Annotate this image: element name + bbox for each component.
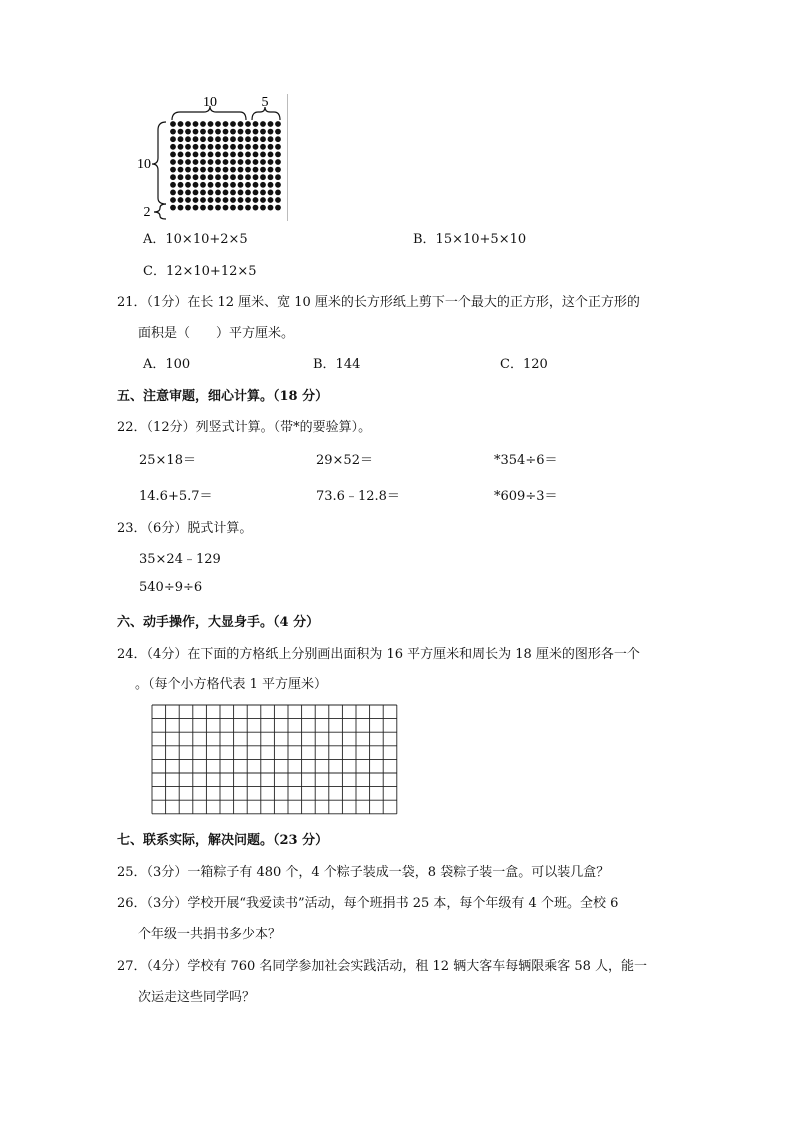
- brace-side-top: [152, 122, 166, 204]
- dot: [170, 159, 176, 165]
- dot: [245, 182, 251, 188]
- grid-lines: [152, 705, 397, 814]
- q21-option-a: A．100: [143, 357, 191, 372]
- dot: [260, 190, 266, 196]
- dot: [253, 129, 259, 135]
- dot: [253, 182, 259, 188]
- dot: [238, 152, 244, 158]
- dot: [223, 205, 229, 211]
- dot: [260, 121, 266, 127]
- dot: [200, 174, 206, 180]
- q26-stem-line1: 26．（3分）学校开展“我爱读书”活动，每个班捐书 25 本，每个年级有 4 个班。全校 6: [117, 896, 619, 911]
- dot: [238, 159, 244, 165]
- dot: [193, 144, 199, 150]
- section7-title: 七、联系实际，解决问题。（23 分）: [117, 833, 329, 848]
- section6-title: 六、动手操作，大显身手。（4 分）: [117, 615, 320, 630]
- dot: [193, 205, 199, 211]
- dot: [185, 182, 191, 188]
- figure-label-side-bottom: 2: [143, 205, 151, 220]
- dot: [275, 129, 281, 135]
- dot: [200, 182, 206, 188]
- dot: [170, 174, 176, 180]
- dot-grid: [170, 121, 281, 210]
- dot: [238, 144, 244, 150]
- q25-stem: 25．（3分）一箱粽子有 480 个，4 个粽子装成一袋，8 袋粽子装一盒。可以装几盒？: [117, 865, 610, 880]
- q24-stem-line2: 。（每个小方格代表 1 平方厘米）: [135, 677, 328, 692]
- dot: [193, 129, 199, 135]
- dot: [185, 190, 191, 196]
- dot: [268, 174, 274, 180]
- dot: [245, 167, 251, 173]
- dot: [245, 129, 251, 135]
- dot: [275, 121, 281, 127]
- dot: [230, 182, 236, 188]
- dot: [200, 144, 206, 150]
- dot: [215, 182, 221, 188]
- figure-label-side-top: 10: [137, 157, 151, 172]
- dot: [245, 174, 251, 180]
- figure-label-top-left: 10: [203, 95, 217, 110]
- dot: [238, 136, 244, 142]
- dot: [215, 205, 221, 211]
- q27-stem-line2: 次运走这些同学吗？: [138, 990, 256, 1005]
- dot: [208, 174, 214, 180]
- dot: [215, 197, 221, 203]
- dot: [185, 205, 191, 211]
- dot: [208, 190, 214, 196]
- dot: [253, 136, 259, 142]
- q22-item-4: 14.6+5.7＝: [139, 489, 213, 504]
- dot: [275, 205, 281, 211]
- dot: [185, 174, 191, 180]
- q27-stem-line1: 27．（4分）学校有 760 名同学参加社会实践活动，租 12 辆大客车每辆限乘客 58 人，能一: [117, 959, 648, 974]
- dot: [275, 144, 281, 150]
- dot: [275, 182, 281, 188]
- dot: [253, 205, 259, 211]
- dot: [275, 174, 281, 180]
- q22-stem: 22．（12分）列竖式计算。（带*的要验算）。: [117, 420, 372, 435]
- dot: [223, 159, 229, 165]
- dot: [230, 144, 236, 150]
- dot: [268, 144, 274, 150]
- dot: [230, 174, 236, 180]
- dot: [268, 121, 274, 127]
- dot: [178, 197, 184, 203]
- dot: [223, 197, 229, 203]
- dot: [200, 205, 206, 211]
- dot: [238, 182, 244, 188]
- section5-title: 五、注意审题，细心计算。（18 分）: [117, 389, 329, 404]
- dot: [260, 129, 266, 135]
- dot: [268, 182, 274, 188]
- dot: [238, 167, 244, 173]
- dot: [208, 182, 214, 188]
- dot: [223, 182, 229, 188]
- dot: [253, 144, 259, 150]
- q21-stem-line1: 21．（1分）在长 12 厘米、宽 10 厘米的长方形纸上剪下一个最大的正方形，这个正方形的: [117, 295, 640, 310]
- dot: [230, 197, 236, 203]
- dot: [215, 144, 221, 150]
- dot: [193, 182, 199, 188]
- dot: [253, 159, 259, 165]
- dot: [253, 197, 259, 203]
- dot: [230, 136, 236, 142]
- dot: [170, 129, 176, 135]
- dot: [260, 136, 266, 142]
- dot: [185, 129, 191, 135]
- dot: [170, 182, 176, 188]
- dot: [208, 152, 214, 158]
- dot: [253, 174, 259, 180]
- dot: [200, 159, 206, 165]
- dot: [200, 167, 206, 173]
- dot: [208, 129, 214, 135]
- dot: [170, 167, 176, 173]
- dot: [178, 121, 184, 127]
- dot: [185, 159, 191, 165]
- dot: [230, 121, 236, 127]
- q22-item-2: 29×52＝: [316, 453, 373, 468]
- dot: [215, 190, 221, 196]
- dot: [238, 121, 244, 127]
- dot: [223, 129, 229, 135]
- dot: [230, 190, 236, 196]
- dot: [170, 144, 176, 150]
- dot: [268, 190, 274, 196]
- dot: [178, 182, 184, 188]
- dot: [238, 190, 244, 196]
- dot: [245, 197, 251, 203]
- dot: [223, 121, 229, 127]
- dot: [170, 190, 176, 196]
- dot: [245, 205, 251, 211]
- dot: [275, 136, 281, 142]
- q22-item-5: 73.6﹣12.8＝: [316, 489, 400, 504]
- dot: [185, 197, 191, 203]
- dot: [208, 136, 214, 142]
- dot: [245, 121, 251, 127]
- dot: [223, 174, 229, 180]
- dot: [208, 159, 214, 165]
- dot: [215, 136, 221, 142]
- dot: [275, 152, 281, 158]
- dot: [185, 144, 191, 150]
- dot: [200, 121, 206, 127]
- q21-option-c: C．120: [500, 357, 548, 372]
- brace-side-bottom: [154, 204, 166, 219]
- dot: [200, 190, 206, 196]
- dot: [178, 190, 184, 196]
- q22-item-6: *609÷3＝: [494, 489, 558, 504]
- dot: [215, 174, 221, 180]
- dot: [268, 152, 274, 158]
- dot: [170, 152, 176, 158]
- dot: [245, 190, 251, 196]
- dot: [223, 190, 229, 196]
- dot: [268, 205, 274, 211]
- dot: [178, 129, 184, 135]
- dot: [200, 129, 206, 135]
- q26-stem-line2: 个年级一共捐书多少本？: [138, 927, 282, 942]
- q24-stem-line1: 24．（4分）在下面的方格纸上分别画出面积为 16 平方厘米和周长为 18 厘米的图形各一个: [117, 647, 640, 662]
- dot: [268, 167, 274, 173]
- dot: [178, 152, 184, 158]
- q20-option-c: C．12×10+12×5: [143, 264, 257, 279]
- dot: [275, 159, 281, 165]
- q22-item-1: 25×18＝: [139, 453, 196, 468]
- dot: [275, 190, 281, 196]
- dot: [245, 159, 251, 165]
- figure-label-top-right: 5: [261, 95, 269, 110]
- dot: [170, 136, 176, 142]
- dot: [193, 152, 199, 158]
- dot: [178, 159, 184, 165]
- dot: [230, 205, 236, 211]
- dot: [253, 152, 259, 158]
- dot: [185, 121, 191, 127]
- q21-option-b: B．144: [313, 357, 361, 372]
- dot: [223, 152, 229, 158]
- dot: [238, 197, 244, 203]
- dot: [238, 174, 244, 180]
- square-grid-paper: [151, 704, 401, 816]
- dot: [193, 197, 199, 203]
- dot: [208, 167, 214, 173]
- dot: [253, 121, 259, 127]
- dot: [260, 182, 266, 188]
- dot: [208, 144, 214, 150]
- dot: [238, 205, 244, 211]
- dot-array-figure: [134, 88, 294, 224]
- dot: [275, 197, 281, 203]
- dot: [200, 197, 206, 203]
- dot: [223, 136, 229, 142]
- dot: [245, 152, 251, 158]
- dot: [245, 144, 251, 150]
- dot: [185, 152, 191, 158]
- figure-edge-line: [287, 94, 288, 221]
- dot: [215, 129, 221, 135]
- dot: [223, 167, 229, 173]
- dot: [275, 167, 281, 173]
- dot: [230, 129, 236, 135]
- dot: [208, 197, 214, 203]
- dot: [260, 167, 266, 173]
- dot: [178, 136, 184, 142]
- dot: [185, 167, 191, 173]
- dot: [178, 174, 184, 180]
- dot: [238, 129, 244, 135]
- dot: [230, 152, 236, 158]
- q21-stem-line2: 面积是（ ）平方厘米。: [138, 326, 295, 341]
- dot: [185, 136, 191, 142]
- dot: [193, 121, 199, 127]
- dot: [245, 136, 251, 142]
- q23-expression-2: 540÷9÷6: [139, 580, 203, 595]
- dot: [230, 167, 236, 173]
- q23-stem: 23．（6分）脱式计算。: [117, 521, 253, 536]
- dot: [260, 152, 266, 158]
- dot: [268, 159, 274, 165]
- dot: [193, 174, 199, 180]
- q23-expression-1: 35×24﹣129: [139, 552, 221, 567]
- dot: [215, 121, 221, 127]
- dot: [268, 136, 274, 142]
- dot: [268, 129, 274, 135]
- dot: [200, 136, 206, 142]
- dot: [253, 190, 259, 196]
- dot: [178, 144, 184, 150]
- dot: [230, 159, 236, 165]
- dot: [193, 159, 199, 165]
- q20-option-b: B．15×10+5×10: [413, 232, 527, 247]
- dot: [223, 144, 229, 150]
- dot: [260, 197, 266, 203]
- dot: [260, 159, 266, 165]
- dot: [215, 167, 221, 173]
- dot: [193, 136, 199, 142]
- dot: [193, 167, 199, 173]
- dot: [215, 152, 221, 158]
- dot: [178, 167, 184, 173]
- dot: [260, 144, 266, 150]
- q20-option-a: A．10×10+2×5: [143, 232, 248, 247]
- dot: [208, 205, 214, 211]
- dot: [215, 159, 221, 165]
- dot: [170, 121, 176, 127]
- dot: [268, 197, 274, 203]
- dot: [200, 152, 206, 158]
- dot: [193, 190, 199, 196]
- dot: [178, 205, 184, 211]
- dot: [260, 174, 266, 180]
- dot: [253, 167, 259, 173]
- dot: [208, 121, 214, 127]
- q22-item-3: *354÷6＝: [494, 453, 558, 468]
- dot: [170, 205, 176, 211]
- dot: [260, 205, 266, 211]
- dot: [170, 197, 176, 203]
